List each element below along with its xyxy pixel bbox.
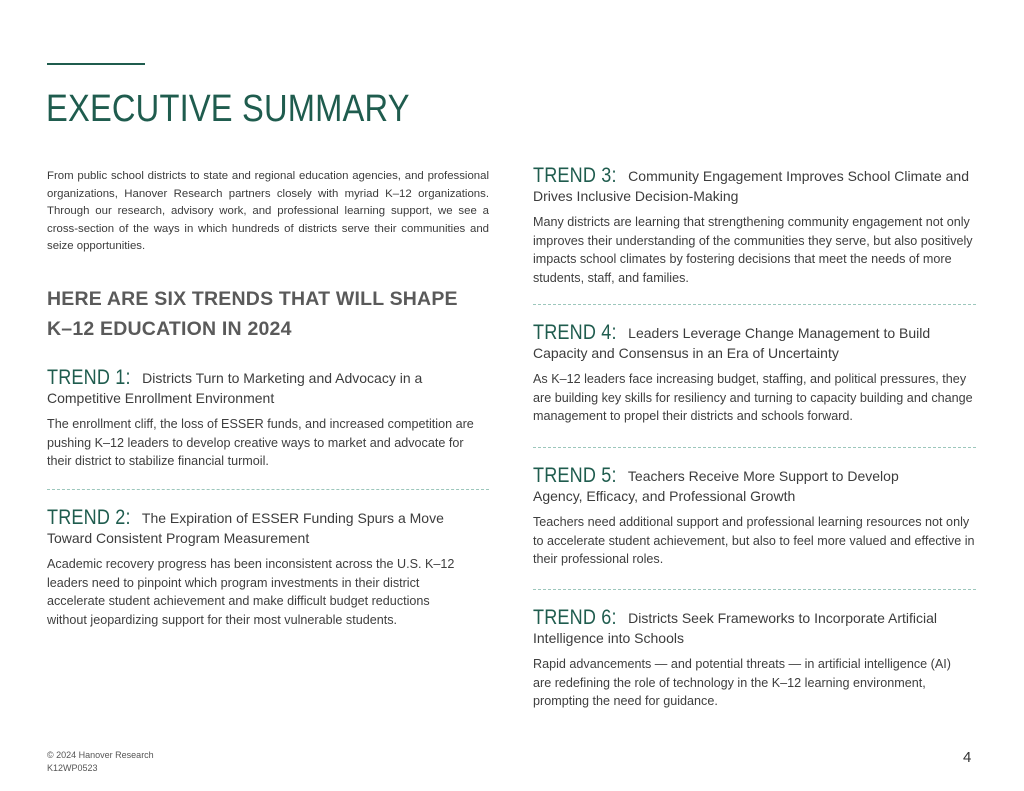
trend-4-body: As K–12 leaders face increasing budget, staffing, and political pressures, they are building key skills for resiliency and turning to capacity building and change management to propel their districts and schools forward. bbox=[533, 372, 973, 424]
page-footer bbox=[47, 749, 154, 775]
title-accent-rule bbox=[47, 63, 145, 65]
trend-4 bbox=[533, 323, 976, 426]
six-trends-heading-line1: HERE ARE SIX TRENDS THAT WILL SHAPE bbox=[47, 288, 458, 310]
trend-3-heading bbox=[533, 166, 976, 206]
page-number: 4 bbox=[963, 749, 972, 766]
trend-2-heading bbox=[47, 508, 447, 548]
six-trends-heading-line2: K–12 EDUCATION IN 2024 bbox=[47, 318, 292, 340]
trend-2-title: The Expiration of ESSER Funding Spurs a Move Toward Consistent Program Measurement bbox=[47, 510, 444, 546]
trend-3-title: Community Engagement Improves School Climate and Drives Inclusive Decision-Making bbox=[533, 168, 969, 204]
trend-5-body: Teachers need additional support and professional learning resources not only to accelerate student achievement, but also to feel more valued and effective in their professional roles. bbox=[533, 515, 975, 567]
trend-1-body: The enrollment cliff, the loss of ESSER funds, and increased competition are pushing K–12 leaders to develop creative ways to market and advocate for their district to stabilize financial turmoil. bbox=[47, 417, 474, 469]
trend-2-label: TREND 2: bbox=[47, 506, 131, 529]
trend-6-title: Districts Seek Frameworks to Incorporate Artificial Intelligence into Schools bbox=[533, 610, 938, 646]
trend-1-title: Districts Turn to Marketing and Advocacy in a Competitive Enrollment Environment bbox=[47, 370, 423, 406]
trend-6-heading bbox=[533, 608, 976, 648]
trend-divider bbox=[533, 589, 976, 590]
page-title: EXECUTIVE SUMMARY bbox=[46, 88, 410, 130]
trend-1 bbox=[47, 368, 489, 471]
copyright-text: © 2024 Hanover Research bbox=[47, 750, 154, 760]
trend-6 bbox=[533, 608, 976, 711]
document-code: K12WP0523 bbox=[47, 763, 98, 773]
trend-1-label: TREND 1: bbox=[47, 366, 131, 389]
trend-4-title: Leaders Leverage Change Management to Build Capacity and Consensus in an Era of Uncertainty bbox=[533, 325, 931, 361]
trend-2 bbox=[47, 508, 489, 629]
trend-3 bbox=[533, 166, 976, 287]
trend-6-body: Rapid advancements — and potential threats — in artificial intelligence (AI) are redefining the role of technology in the K–12 learning environment, prompting the need for guidance. bbox=[533, 657, 951, 709]
trend-5 bbox=[533, 466, 976, 569]
trend-6-label: TREND 6: bbox=[533, 606, 617, 629]
trend-4-label: TREND 4: bbox=[533, 321, 617, 344]
trend-5-title: Teachers Receive More Support to Develop Agency, Efficacy, and Professional Growth bbox=[533, 468, 899, 504]
trend-3-label: TREND 3: bbox=[533, 164, 617, 187]
trend-5-label: TREND 5: bbox=[533, 464, 617, 487]
trend-1-heading bbox=[47, 368, 447, 408]
trend-2-body: Academic recovery progress has been inconsistent across the U.S. K–12 leaders need to pinpoint which program investments in their district accelerate student achievement and make difficult budget reductions without jeopardizing support for their most vulnerable students. bbox=[47, 557, 455, 627]
trend-divider bbox=[533, 304, 976, 305]
trend-divider bbox=[47, 489, 489, 490]
six-trends-heading bbox=[47, 284, 487, 344]
trend-4-heading bbox=[533, 323, 976, 363]
trend-divider bbox=[533, 447, 976, 448]
trend-5-heading bbox=[533, 466, 933, 506]
trend-3-body: Many districts are learning that strengthening community engagement not only improves their understanding of the communities they serve, but also positively impacts school climates by fostering decisions that meet the needs of more students, staff, and families. bbox=[533, 215, 973, 285]
intro-paragraph: From public school districts to state and regional education agencies, and professional organizations, Hanover Research partners closely with myriad K–12 organizations. Through our research, advisory work, and professional learning support, we see a cross-section of the ways in which hundreds of districts serve their communities and seize opportunities. bbox=[47, 170, 489, 253]
